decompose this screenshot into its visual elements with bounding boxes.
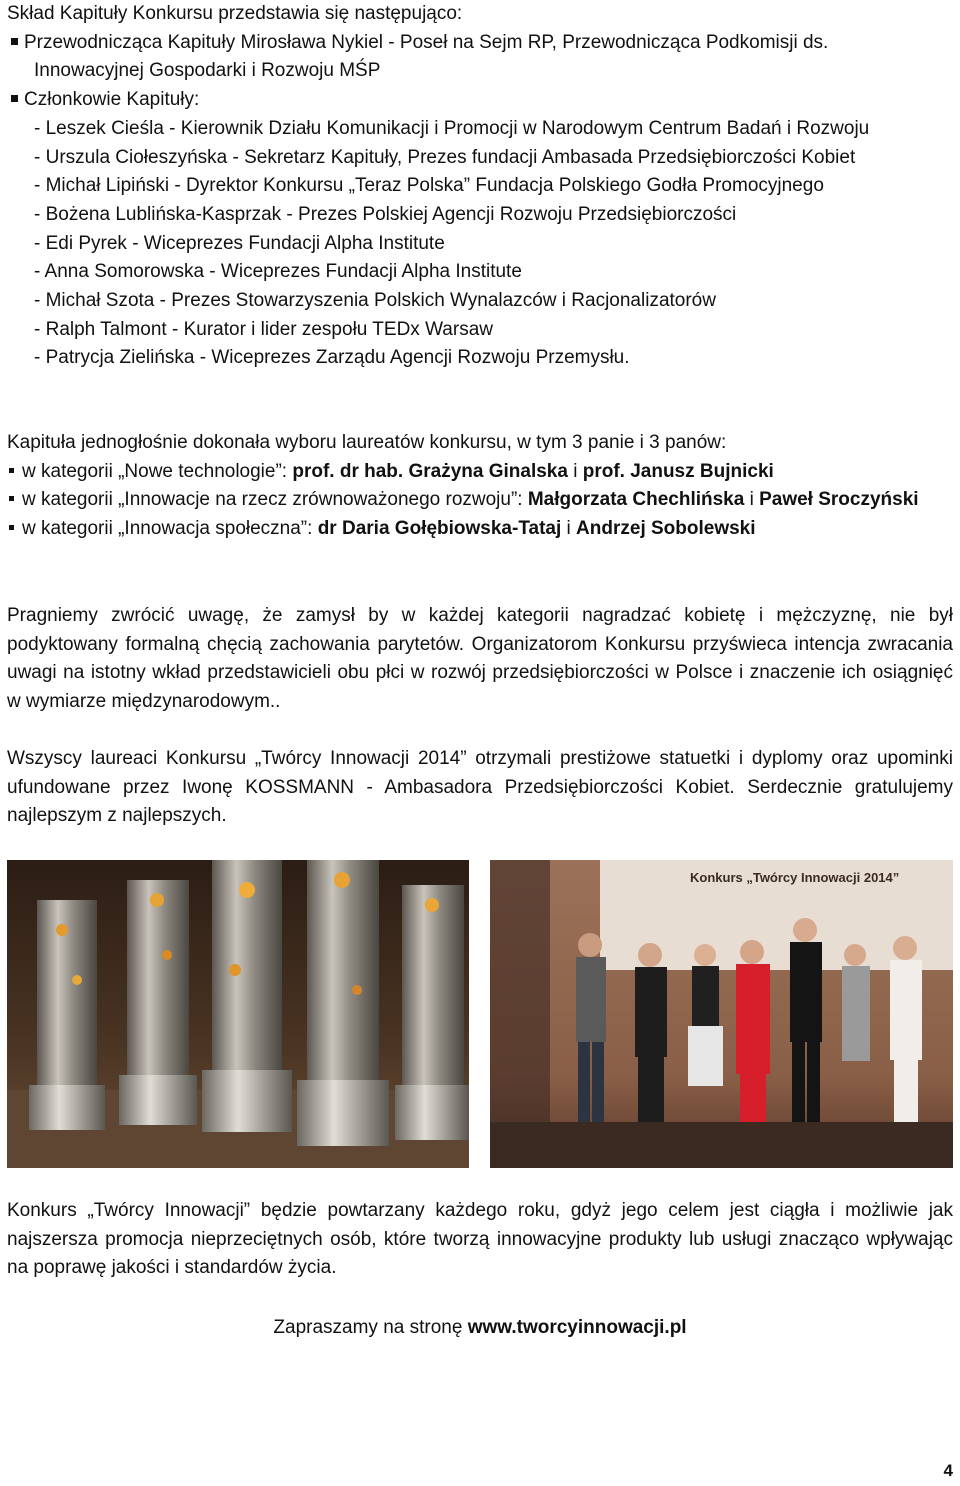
laureates-intro: Kapituła jednogłośnie dokonała wyboru laureatów konkursu, w tym 3 panie i 3 panów: <box>7 432 727 453</box>
website-link[interactable]: www.tworcyinnowacji.pl <box>467 1317 687 1338</box>
prizes-paragraph: Wszyscy laureaci Konkursu „Twórcy Innowacji 2014” otrzymali prestiżowe statuetki i dyplomy oraz upominki ufundowane przez Iwonę KOSSMANN - Ambasadora Przedsiębiorczości Kobiet. Serdecznie gratulujemy najlepszym z najlepszych. <box>7 748 953 827</box>
category-item: w kategorii „Nowe technologie”: prof. dr hab. Grażyna Ginalska i prof. Janusz Bujnicki <box>7 458 919 487</box>
future-paragraph: Konkurs „Twórcy Innowacji” będzie powtarzany każdego roku, gdyż jego celem jest ciągła i możliwie jak najszersza promocja nieprzeciętnych osób, które tworzą innowacyjne produkty lub usługi znacząco wpływając na poprawę jakości i standardów życia. <box>7 1200 953 1279</box>
square-bullet-icon <box>9 496 14 501</box>
statuette <box>202 860 292 1132</box>
member-item: - Anna Somorowska - Wiceprezes Fundacji Alpha Institute <box>34 261 522 283</box>
statuette <box>119 880 197 1125</box>
member-item: - Edi Pyrek - Wiceprezes Fundacji Alpha Institute <box>34 232 445 254</box>
stage-banner-title: Konkurs „Twórcy Innowacji 2014” <box>690 870 900 885</box>
statuettes-image <box>7 860 469 1168</box>
member-item: - Urszula Ciołeszyńska - Sekretarz Kapituły, Prezes fundacji Ambasada Przedsiębiorczości Kobiet <box>34 146 856 168</box>
photo-laureates-stage <box>490 860 953 1168</box>
member-item: - Bożena Lublińska-Kasprzak - Prezes Polskiej Agencji Rozwoju Przedsiębiorczości <box>34 203 737 225</box>
invite-line: Zapraszamy na stronę www.tworcyinnowacji.pl <box>273 1317 687 1338</box>
member-item: - Michał Szota - Prezes Stowarzyszenia Polskich Wynalazców i Racjonalizatorów <box>34 290 716 312</box>
committee-intro: Skład Kapituły Konkursu przedstawia się następująco: <box>7 3 463 24</box>
member-item: - Michał Lipiński - Dyrektor Konkursu „Teraz Polska” Fundacja Polskiego Godła Promocyjnego <box>34 175 824 197</box>
person <box>736 940 770 1122</box>
member-item: - Ralph Talmont - Kurator i lider zespołu TEDx Warsaw <box>34 318 493 340</box>
category-item: w kategorii „Innowacja społeczna”: dr Daria Gołębiowska-Tataj i Andrzej Sobolewski <box>7 515 919 544</box>
members-label-line: Członkowie Kapituły: <box>7 86 869 115</box>
photo-statuettes <box>7 860 469 1168</box>
laureates-stage-image <box>490 860 953 1168</box>
laureates-section <box>7 429 919 544</box>
member-item: - Patrycja Zielińska - Wiceprezes Zarządu Agencji Rozwoju Przemysłu. <box>34 347 630 369</box>
square-bullet-icon <box>9 468 14 473</box>
chair-line: Przewodnicząca Kapituły Mirosława Nykiel - Poseł na Sejm RP, Przewodnicząca Podkomisji ds. <box>7 29 869 58</box>
category-item: w kategorii „Innowacje na rzecz zrównoważonego rozwoju”: Małgorzata Chechlińska i Paweł Sroczyński <box>7 486 919 515</box>
gender-paragraph: Pragniemy zwrócić uwagę, że zamysł by w każdej kategorii nagradzać kobietę i mężczyznę, nie był podyktowany formalną chęcią zachowania parytetów. Organizatorom Konkursu przyświeca intencja zwracania uwagi na istotny wkład przedstawicieli obu płci w rozwój przedsiębiorczości w Polsce i znaczenie ich osiągnięć w wymiarze międzynarodowym.. <box>7 605 953 713</box>
person <box>890 936 922 1122</box>
chair-line-continued: Innowacyjnej Gospodarki i Rozwoju MŚP <box>34 60 381 82</box>
person <box>635 943 667 1122</box>
statuette <box>29 900 105 1130</box>
square-bullet-icon <box>9 525 14 530</box>
committee-section <box>7 0 869 373</box>
square-bullet-icon <box>11 38 18 45</box>
square-bullet-icon <box>11 95 18 102</box>
page-number: 4 <box>943 1461 953 1480</box>
statuette <box>297 860 389 1146</box>
member-item: - Leszek Cieśla - Kierownik Działu Komunikacji i Promocji w Narodowym Centrum Badań i Rozwoju <box>34 117 870 139</box>
statuette <box>395 885 469 1140</box>
